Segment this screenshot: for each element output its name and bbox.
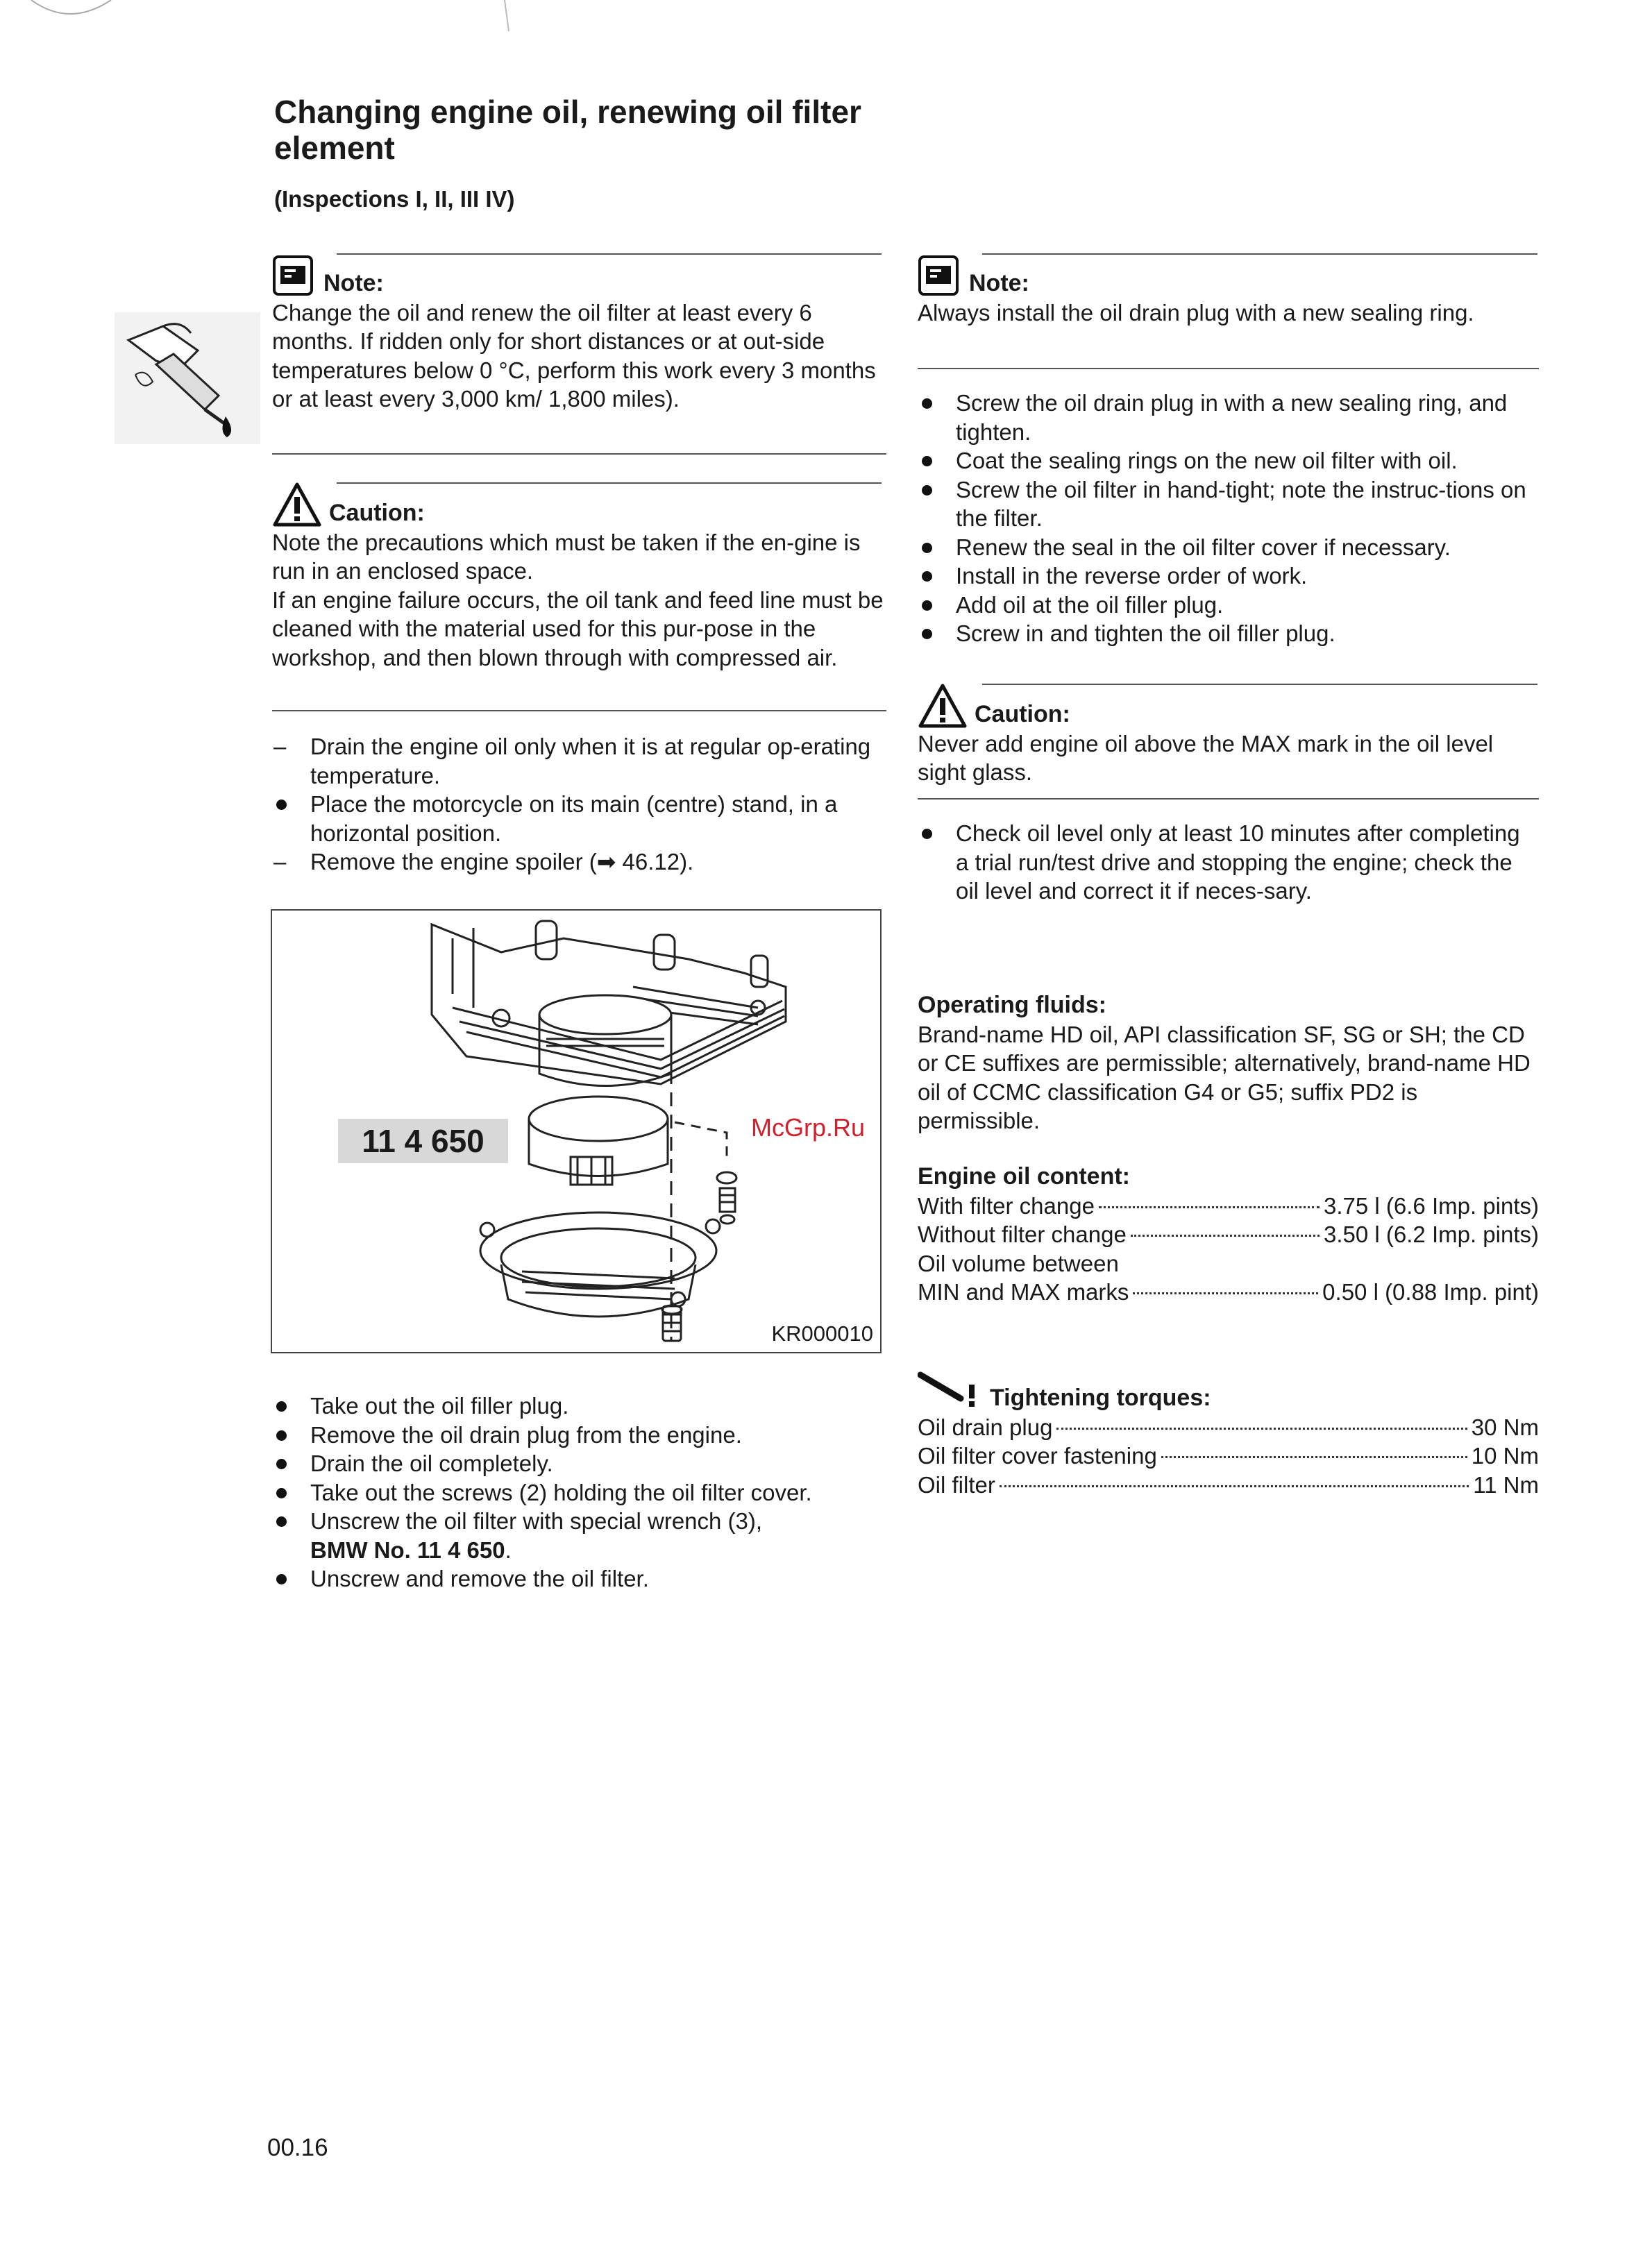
torque-row: Oil drain plug 30 Nm <box>918 1414 1539 1440</box>
list-item: Take out the oil filler plug. <box>272 1392 886 1421</box>
list-item: Screw the oil drain plug in with a new sealing ring, and tighten. <box>918 389 1539 446</box>
bullet <box>276 1459 287 1469</box>
bullet <box>922 456 932 466</box>
install-steps <box>918 389 1539 648</box>
caution-label: Caution: <box>329 500 425 526</box>
dash-marker: – <box>273 849 287 874</box>
note-label: Note: <box>323 270 384 296</box>
caution-icon <box>272 482 322 527</box>
right-caution <box>918 682 1539 787</box>
oil-filter-figure <box>271 909 882 1353</box>
left-note <box>272 251 886 414</box>
list-item: Remove the oil drain plug from the engine. <box>272 1421 886 1450</box>
list-item: Screw in and tighten the oil filler plug. <box>918 619 1539 648</box>
torque-row: Oil filter cover fastening 10 Nm <box>918 1443 1539 1469</box>
list-item: Add oil at the oil filler plug. <box>918 591 1539 620</box>
bullet <box>922 571 932 582</box>
torques-label: Tightening torques: <box>990 1385 1211 1411</box>
list-item: Drain the oil completely. <box>272 1449 886 1478</box>
tool-label: 11 4 650 <box>338 1119 508 1163</box>
note-bottom-rule <box>272 453 886 455</box>
right-note-bottom-rule <box>918 368 1539 369</box>
bullet <box>276 1401 287 1412</box>
bullet <box>922 398 932 409</box>
bullet <box>922 629 932 639</box>
bullet <box>922 829 932 839</box>
torque-row: Oil filter 11 Nm <box>918 1471 1539 1498</box>
check-steps <box>918 819 1539 906</box>
list-item: Install in the reverse order of work. <box>918 561 1539 591</box>
dash-marker: – <box>273 734 287 759</box>
content-row: MIN and MAX marks 0.50 l (0.88 Imp. pint) <box>918 1279 1539 1305</box>
bullet <box>922 485 932 496</box>
bullet <box>276 1488 287 1498</box>
figure-code: KR000010 <box>771 1321 873 1346</box>
list-item: Screw the oil filter in hand-tight; note the instruc-tions on the filter. <box>918 475 1539 533</box>
note-icon <box>272 255 314 296</box>
list-item: Unscrew the oil filter with special wrench (3), BMW No. 11 4 650. <box>272 1507 886 1564</box>
caution-label: Caution: <box>975 701 1070 727</box>
right-note <box>918 251 1539 327</box>
oil-change-icon <box>115 312 260 444</box>
fluids-text: Brand-name HD oil, API classification SF, SG or SH; the CD or CE suffixes are permissible; alternatively, brand-name HD oil of CCMC classification G4 or G5; suffix PD2 is permissible. <box>918 1021 1531 1133</box>
content-row: Without filter change 3.50 l (6.2 Imp. pints) <box>918 1221 1539 1247</box>
bullet <box>276 1516 287 1527</box>
bullet <box>922 600 932 611</box>
content-label: Engine oil content: <box>918 1163 1130 1190</box>
caution-text: Never add engine oil above the MAX mark in the oil level sight glass. <box>918 730 1494 785</box>
corner-mark <box>28 0 118 28</box>
list-item: Unscrew and remove the oil filter. <box>272 1564 886 1593</box>
page-number: 00.16 <box>267 2134 328 2161</box>
engine-oil-content <box>918 1162 1539 1307</box>
list-item: Renew the seal in the oil filter cover if necessary. <box>918 533 1539 562</box>
list-item: – Remove the engine spoiler (➡ 46.12). <box>272 847 886 877</box>
caution-text-2: If an engine failure occurs, the oil tank and feed line must be cleaned with the material used for this pur-pose in the workshop, and then blown through with compressed air. <box>272 586 884 670</box>
fluids-label: Operating fluids: <box>918 992 1106 1018</box>
prep-steps <box>272 732 886 877</box>
bullet <box>276 1430 287 1441</box>
left-caution <box>272 480 886 672</box>
torque-wrench-icon <box>918 1371 984 1410</box>
note-icon <box>918 255 959 296</box>
list-item: Coat the sealing rings on the new oil filter with oil. <box>918 446 1539 475</box>
bmw-number: BMW No. 11 4 650 <box>310 1537 505 1563</box>
page-title: Changing engine oil, renewing oil filter element <box>274 94 861 166</box>
caution-icon <box>918 683 968 729</box>
scan-mark <box>503 0 517 35</box>
right-caution-bottom-rule <box>918 798 1539 800</box>
list-item: Place the motorcycle on its main (centre) stand, in a horizontal position. <box>272 790 886 847</box>
bullet <box>922 543 932 553</box>
drain-steps <box>272 1392 886 1593</box>
note-label: Note: <box>969 270 1029 296</box>
inspection-subtitle: (Inspections I, II, III IV) <box>274 186 515 212</box>
list-item: Check oil level only at least 10 minutes after completing a trial run/test drive and stopping the engine; check the oil level and correct it if neces-sary. <box>918 819 1539 906</box>
bullet <box>276 1574 287 1584</box>
list-item: – Drain the engine oil only when it is at regular op-erating temperature. <box>273 734 871 788</box>
content-between-label: Oil volume between <box>918 1250 1119 1276</box>
tightening-torques <box>918 1371 1539 1499</box>
note-text: Always install the oil drain plug with a new sealing ring. <box>918 299 1474 325</box>
operating-fluids <box>918 991 1539 1135</box>
watermark: McGrp.Ru <box>751 1113 866 1142</box>
list-item: Take out the screws (2) holding the oil filter cover. <box>272 1478 886 1507</box>
note-text: Change the oil and renew the oil filter at least every 6 months. If ridden only for short distances or at out-side temperatures below 0 °C, perform this work every 3 months or at least every 3,000 km/ 1,800 miles). <box>272 299 876 412</box>
bullet <box>276 800 287 810</box>
caution-text-1: Note the precautions which must be taken if the en-gine is run in an enclosed space. <box>272 529 861 584</box>
caution-bottom-rule <box>272 710 886 711</box>
content-row: With filter change 3.75 l (6.6 Imp. pints) <box>918 1192 1539 1219</box>
